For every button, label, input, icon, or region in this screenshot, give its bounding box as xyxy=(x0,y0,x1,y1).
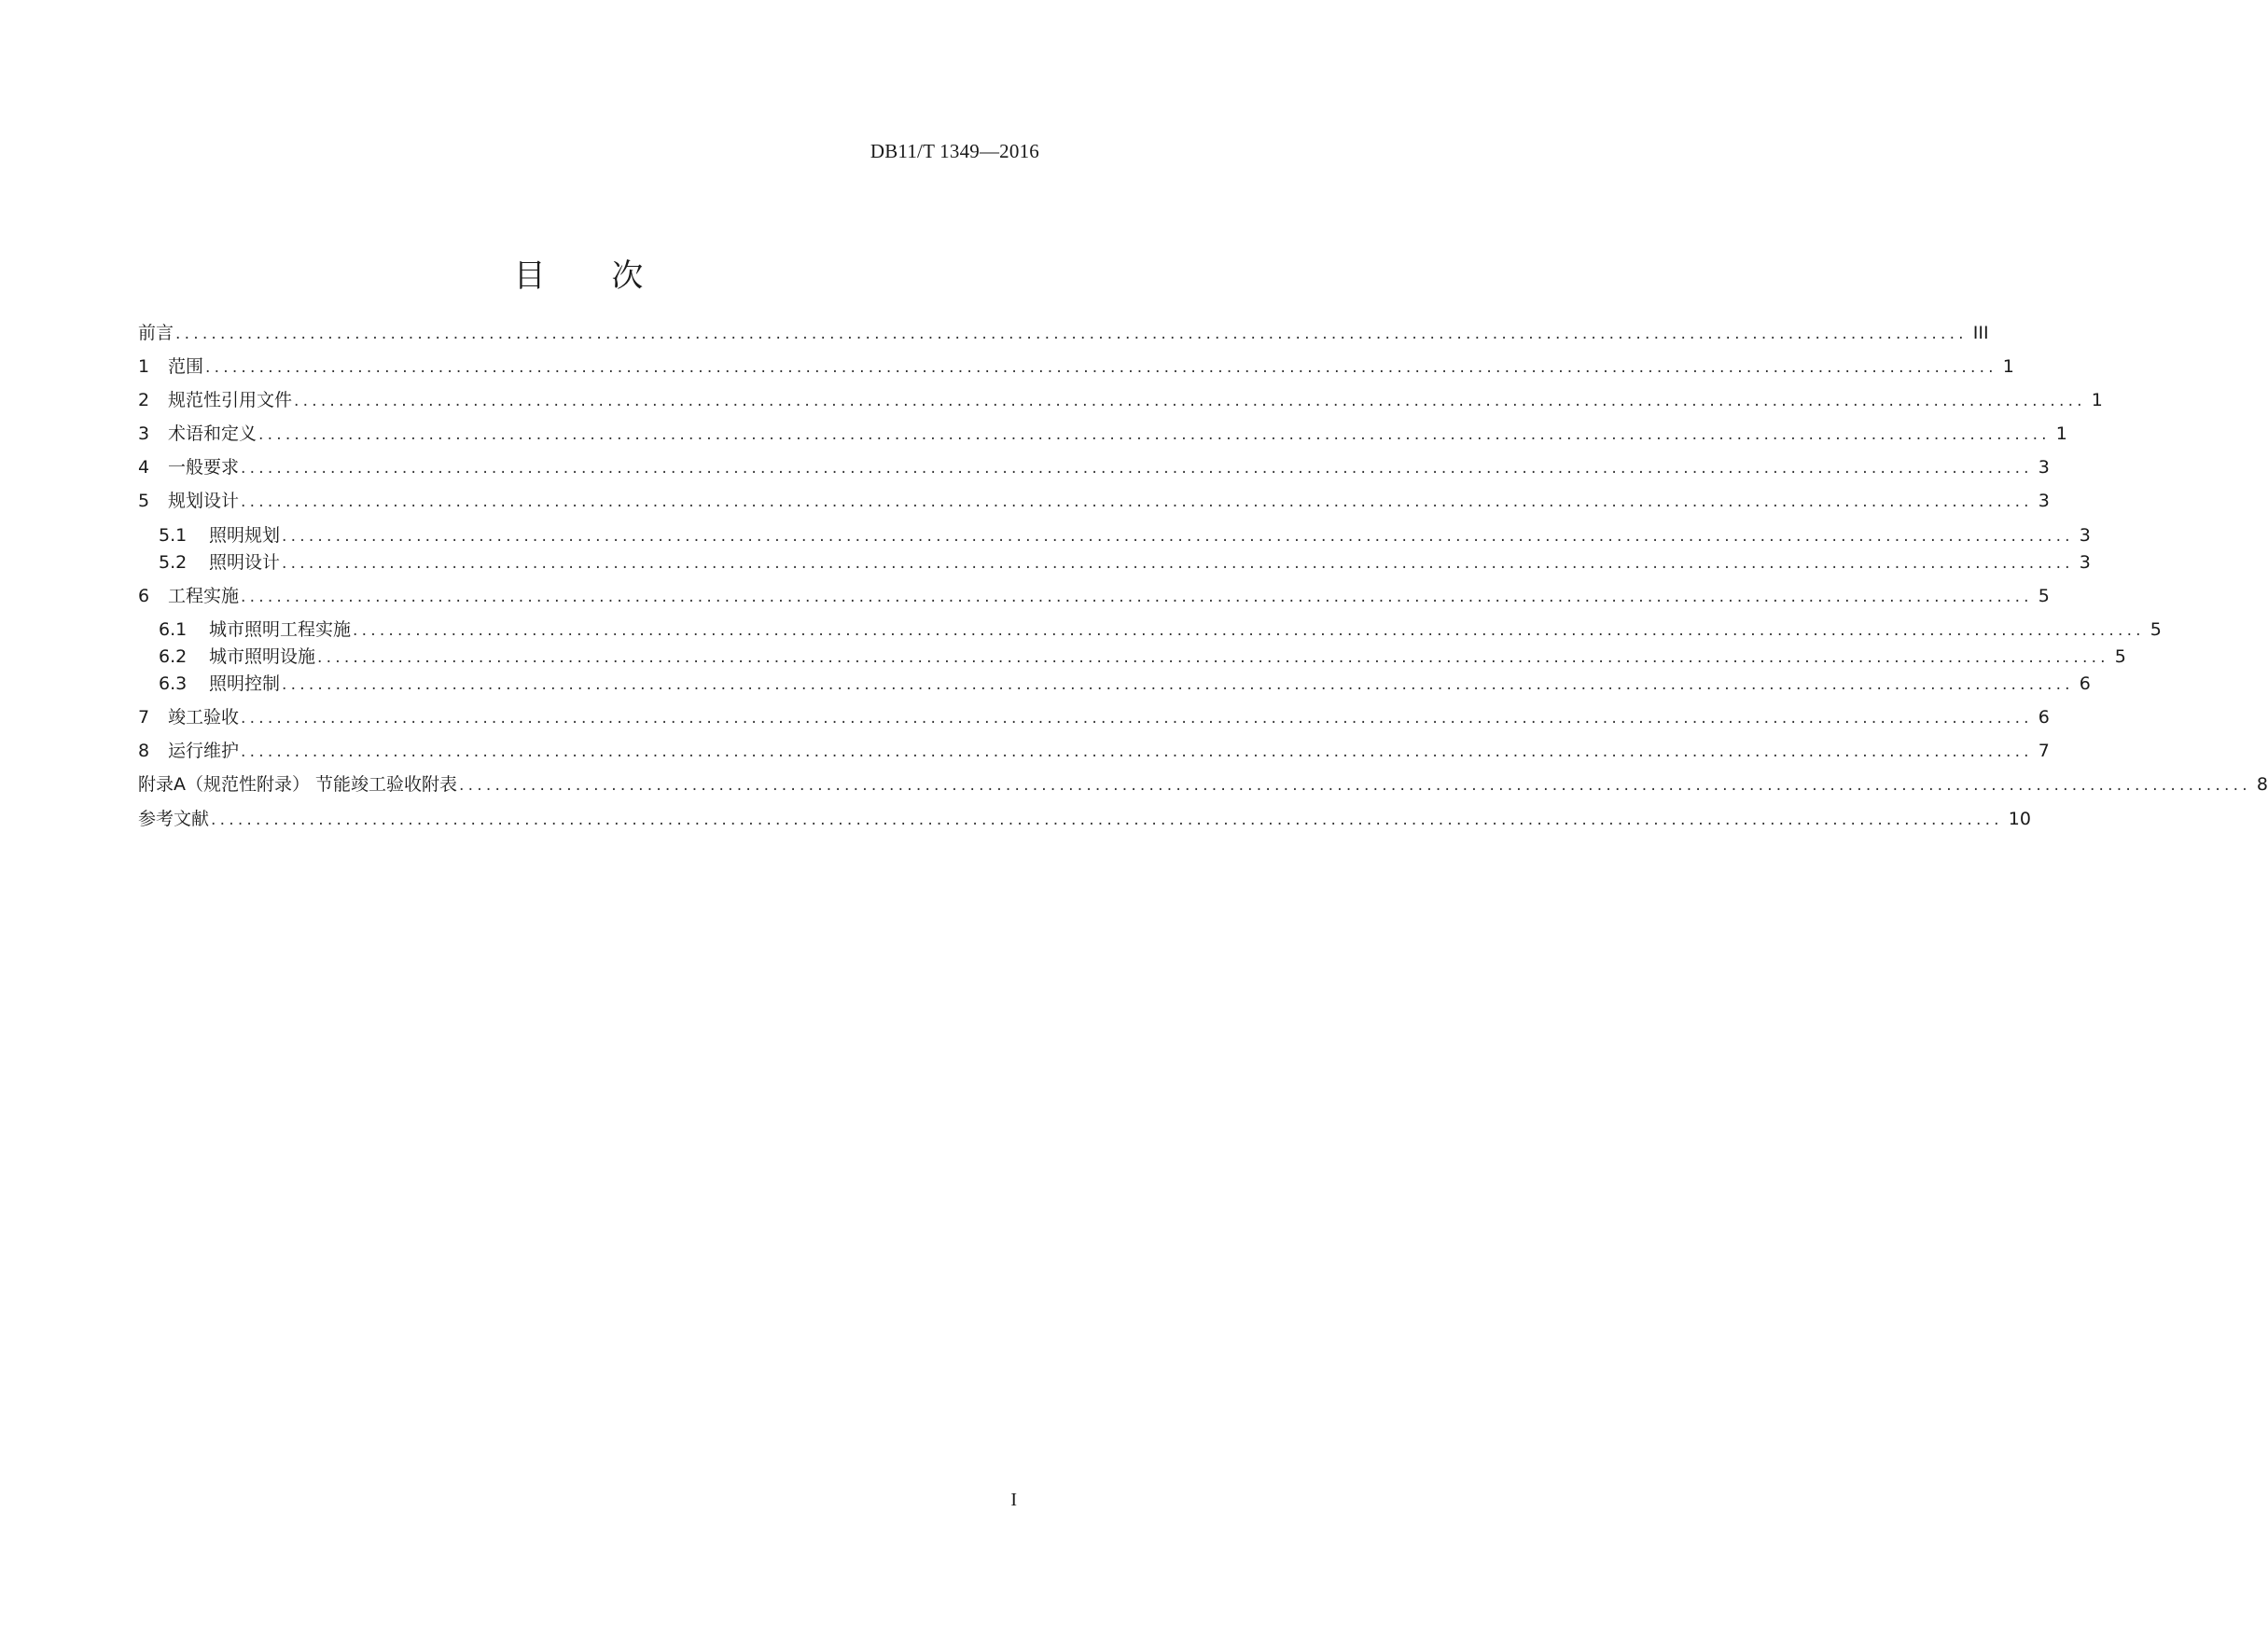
toc-leader-dots: ........................................................................................................................................................................................................ xyxy=(241,742,2033,761)
toc-entry-page: 1 xyxy=(2055,423,2067,444)
toc-entry-number: 6.3 xyxy=(159,673,188,694)
toc-entry-page: 3 xyxy=(2038,457,2050,478)
toc-entry-label: 前言 xyxy=(138,323,174,343)
toc-entry-label: 照明设计 xyxy=(209,552,281,573)
toc-leader-dots: ........................................................................................................................................................................................................ xyxy=(211,811,2003,829)
toc-entry-number: 5.1 xyxy=(159,525,188,546)
toc-entry-label: 竣工验收 xyxy=(168,707,240,728)
toc-entry-page: 3 xyxy=(2079,525,2091,546)
toc-leader-dots: ........................................................................................................................................................................................................ xyxy=(282,527,2074,546)
toc-entry-page: 6 xyxy=(2079,673,2091,694)
toc-entry-label: 城市照明工程实施 xyxy=(209,619,352,640)
toc-entry-label: 术语和定义 xyxy=(168,423,257,444)
toc-entry-number: 5.2 xyxy=(159,552,188,573)
toc-entry-label: 参考文献 xyxy=(138,809,210,829)
toc-entry-number: 2 xyxy=(138,390,150,410)
toc-entry-page: 1 xyxy=(2002,356,2014,377)
toc-entry-label: 附录A（规范性附录） 节能竣工验收附表 xyxy=(138,774,458,795)
toc-entry-number: 7 xyxy=(138,707,150,728)
toc-entry-label: 工程实施 xyxy=(168,586,240,606)
toc-entry-label: 一般要求 xyxy=(168,457,240,478)
toc-entry[interactable] xyxy=(138,315,1989,343)
document-code: DB11/T 1349—2016 xyxy=(870,140,1039,162)
toc-leader-dots: ........................................................................................................................................................................................................ xyxy=(317,648,2109,667)
toc-entry[interactable] xyxy=(138,349,2014,377)
toc-entry[interactable] xyxy=(159,666,2091,694)
toc-entry[interactable] xyxy=(159,639,2126,667)
toc-entry[interactable] xyxy=(159,518,2091,546)
toc-entry[interactable] xyxy=(138,700,2050,728)
toc-leader-dots: ........................................................................................................................................................................................................ xyxy=(241,492,2033,511)
toc-entry-page: 10 xyxy=(2008,809,2031,829)
toc-leader-dots: ........................................................................................................................................................................................................ xyxy=(241,459,2033,478)
toc-entry-page: 8 xyxy=(2256,774,2268,795)
toc-entry-label: 运行维护 xyxy=(168,741,240,761)
toc-entry[interactable] xyxy=(138,416,2067,444)
toc-entry-label: 照明规划 xyxy=(209,525,281,546)
toc-leader-dots: ........................................................................................................................................................................................................ xyxy=(353,621,2145,640)
toc-entry-label: 照明控制 xyxy=(209,673,281,694)
toc-leader-dots: ........................................................................................................................................................................................................ xyxy=(241,709,2033,728)
toc-entry[interactable] xyxy=(138,767,2268,795)
table-of-contents xyxy=(138,0,2268,1637)
toc-entry-number: 6.2 xyxy=(159,646,188,667)
toc-entry-label: 范围 xyxy=(168,356,204,377)
toc-entry[interactable] xyxy=(138,483,2050,511)
toc-entry-label: 城市照明设施 xyxy=(209,646,316,667)
toc-title: 目 次 xyxy=(513,257,672,295)
toc-entry[interactable] xyxy=(138,578,2050,606)
toc-entry-page: 1 xyxy=(2091,390,2103,410)
toc-entry-page: 3 xyxy=(2038,491,2050,511)
toc-entry[interactable] xyxy=(138,733,2050,761)
toc-entry-page: III xyxy=(1972,323,1989,343)
toc-entry[interactable] xyxy=(138,801,2031,829)
toc-entry-label: 规范性引用文件 xyxy=(168,390,293,410)
toc-entry[interactable] xyxy=(138,382,2103,410)
toc-entry-label: 规划设计 xyxy=(168,491,240,511)
toc-entry[interactable] xyxy=(159,612,2162,640)
toc-entry-number: 4 xyxy=(138,457,150,478)
toc-entry-number: 1 xyxy=(138,356,150,377)
toc-entry-page: 5 xyxy=(2150,619,2162,640)
toc-entry-page: 5 xyxy=(2038,586,2050,606)
toc-leader-dots: ........................................................................................................................................................................................................ xyxy=(258,425,2051,444)
toc-entry-number: 6 xyxy=(138,586,150,606)
toc-leader-dots: ........................................................................................................................................................................................................ xyxy=(282,675,2074,694)
toc-entry-page: 3 xyxy=(2079,552,2091,573)
toc-leader-dots: ........................................................................................................................................................................................................ xyxy=(241,588,2033,606)
toc-entry[interactable] xyxy=(138,450,2050,478)
toc-entry[interactable] xyxy=(159,545,2091,573)
page-number: I xyxy=(1010,1490,1017,1510)
toc-entry-number: 6.1 xyxy=(159,619,188,640)
toc-leader-dots: ........................................................................................................................................................................................................ xyxy=(294,392,2086,410)
toc-entry-page: 7 xyxy=(2038,741,2050,761)
toc-entry-page: 6 xyxy=(2038,707,2050,728)
toc-leader-dots: ........................................................................................................................................................................................................ xyxy=(175,325,1968,343)
toc-leader-dots: ........................................................................................................................................................................................................ xyxy=(459,776,2251,795)
toc-entry-number: 8 xyxy=(138,741,150,761)
toc-entry-number: 5 xyxy=(138,491,150,511)
toc-entry-number: 3 xyxy=(138,423,150,444)
toc-leader-dots: ........................................................................................................................................................................................................ xyxy=(205,358,1997,377)
toc-entry-page: 5 xyxy=(2114,646,2126,667)
toc-leader-dots: ........................................................................................................................................................................................................ xyxy=(282,554,2074,573)
